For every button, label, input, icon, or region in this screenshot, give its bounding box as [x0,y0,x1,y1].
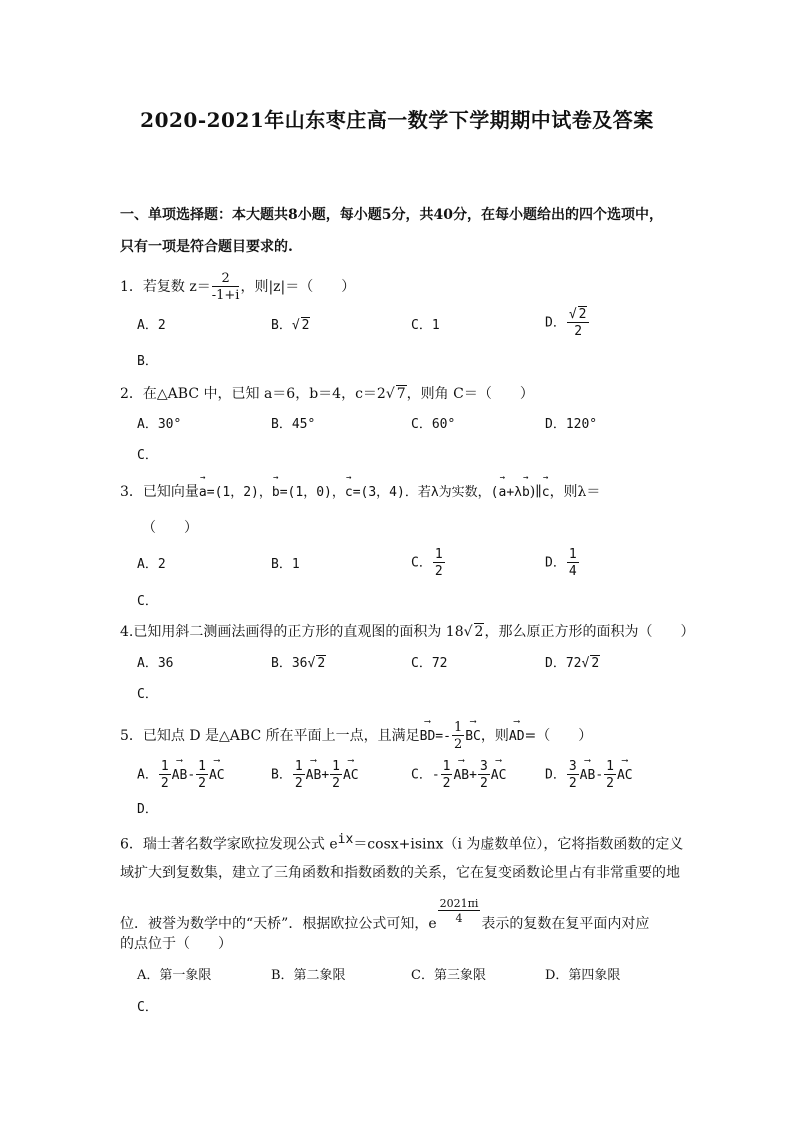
frac-num: 1 [332,759,340,774]
q4-text-pre: 4.已知用斜二测画法画得的正方形的直观图的面积为 18 [120,624,464,640]
vector-label: AB [305,767,322,783]
q4-option-b-label: B．36 [271,656,308,671]
question-4 [120,622,694,642]
option-label: B． [271,767,292,783]
q5-text-mid: ，则 [480,728,509,744]
frac-den: 2 [160,776,169,791]
q1-option-d [545,308,590,338]
q1-option-d-label: D． [545,315,566,331]
q5-option-c [411,755,507,791]
page-title: 2020-2021年山东枣庄高一数学下学期期中试卷及答案 [140,108,654,132]
q3-answer: C． [137,594,158,609]
option-label: A． [137,767,158,783]
vector-ac: ⟶ AC [342,755,359,783]
operator: + [321,767,330,783]
frac-num: 1 [198,759,206,774]
q1-frac-den: -1+i [211,288,240,303]
q1-option-b-radicand: 2 [301,318,310,333]
q4-option-c: C．72 [411,656,448,671]
vector-label: AC [616,767,633,783]
section-heading-line2: 只有一项是符合题目要求的. [120,239,293,255]
vector-b: → b [521,473,530,500]
q1-option-d-fraction [567,308,590,338]
q2-text-pre: 2．在△ABC 中，已知 a＝6，b＝4，c＝2 [120,386,386,402]
vector-bd: ⟶ BD [419,717,436,744]
operator: + [469,767,477,783]
q1-option-c: C．1 [411,318,440,333]
frac-num: 3 [479,759,488,774]
question-2 [120,384,534,404]
q6-exponent-fraction [438,898,481,924]
q6-line3-pre: 位．被誉为数学中的“天桥”．根据欧拉公式可知，e [120,916,437,932]
vector-c: → c [344,473,353,500]
q5-fraction [452,721,464,751]
q1-option-d-den: 2 [574,324,583,339]
q4-option-d-radicand: 2 [591,656,600,671]
q2-option-d: D．120° [545,417,598,432]
q5-eq: =- [435,729,451,744]
frac-den: 2 [442,776,451,791]
q4-text-post: ，那么原正方形的面积为（ ） [484,624,695,640]
q3-option-d-fraction [567,548,579,578]
frac-num: 1 [160,759,169,774]
q5-option-b [271,755,359,791]
q1-option-a: A．2 [137,318,166,333]
question-6-line-4: 的点位于（ ） [120,936,232,952]
frac-num: 2021πi [439,897,479,910]
frac [441,760,453,790]
q4-option-b-radicand: 2 [317,656,326,671]
q1-answer: B． [137,354,158,369]
q3-option-a: A．2 [137,557,166,572]
q2-option-b: B．45° [271,417,316,432]
vector-ab: ⟶ AB [453,755,470,783]
vector-b-label: b [271,485,280,500]
q2-answer: C． [137,448,158,463]
vector-label: AC [490,767,507,783]
q6-answer: C． [137,1000,158,1015]
q1-option-b [271,316,310,336]
frac-den: 4 [455,912,463,925]
question-3 [120,473,601,503]
vector-ab: ⟶ AB [579,755,596,783]
q3-line-2: （ ） [142,520,198,536]
question-6-line-3 [120,898,649,934]
vector-bc-label: BC [465,729,481,744]
sqrt-symbol: √ 2 [307,656,326,671]
vector-a-label: a [198,485,207,500]
sqrt-symbol: √ 7 [385,386,406,402]
frac-num: 1 [434,547,443,562]
q3-option-c-fraction [433,548,445,578]
vector-c: → c [541,473,550,500]
vector-a-label: a [498,485,507,500]
q4-radicand: 2 [474,624,484,640]
vector-ab: ⟶ AB [171,755,188,783]
q4-answer: C． [137,687,158,702]
vector-ac: ⟶ AC [208,755,225,783]
q4-option-b [271,654,326,674]
q3-text-6: )∥ [529,484,542,500]
q5-option-d [545,755,633,791]
q3-text-1: 3．已知向量 [120,484,199,500]
vector-label: AC [342,767,359,783]
frac-den: 2 [606,776,614,791]
q3-option-b: B．1 [271,557,300,572]
q1-option-b-label: B． [271,318,292,333]
q2-option-c: C．60° [411,417,456,432]
frac-den: 2 [198,776,206,791]
frac-num: 1 [606,759,614,774]
vector-a: → a [198,473,207,500]
q4-option-d-label: D．72 [545,656,582,671]
frac [567,760,579,790]
q5-text-pre: 5．已知点 D 是△ABC 所在平面上一点，且满足 [120,728,420,744]
frac-num: 1 [568,547,577,562]
q3-text-5: +λ [506,485,522,500]
q6-option-a: A．第一象限 [137,968,212,983]
q1-text-pre: 1．若复数 z＝ [120,279,211,295]
vector-ad: ⟶ AD [508,717,525,744]
vector-a: → a [498,473,507,500]
q3-option-d [545,548,580,578]
q1-text-post: ，则|z|＝（ ） [240,279,356,295]
option-label: D． [545,767,566,783]
q1-fraction [212,272,240,302]
q1-option-d-radicand: 2 [578,307,587,322]
frac [293,760,305,790]
vector-label: AC [208,767,225,783]
frac-den: 2 [332,776,340,791]
frac-num: 1 [294,759,303,774]
operator: - [595,767,604,783]
q3-option-c [411,548,446,578]
vector-ac: ⟶ AC [490,755,507,783]
frac-num: 1 [442,759,451,774]
q3-option-c-label: C． [411,555,432,571]
q3-option-d-label: D． [545,555,566,571]
frac-den: 2 [453,737,463,752]
vector-c-label: c [344,485,353,500]
q6-line1-post: ＝cosx+isinx（i 为虚数单位），它将指数函数的定义 [353,836,684,853]
vector-ac: ⟶ AC [616,755,633,783]
vector-label: AB [579,767,596,783]
vector-bd-label: BD [419,729,436,744]
operator: - [187,767,196,783]
frac [330,760,342,790]
q5-answer: D． [137,802,158,817]
section-heading-line1: 一、单项选择题：本大题共8小题，每小题5分，共40分，在每小题给出的四个选项中， [120,207,663,223]
frac-den: 4 [568,564,577,579]
q4-option-a: A．36 [137,656,174,671]
vector-label: AB [171,767,188,783]
vector-c-label: c [541,485,550,500]
q3-text-4: =(3，4)．若λ为实数，( [352,485,499,500]
q6-option-b: B．第二象限 [271,968,346,983]
vector-b: → b [271,473,280,500]
vector-bc: ⟶ BC [465,717,481,744]
sqrt-symbol: √ 2 [291,318,310,333]
question-6-line-2: 域扩大到复数集，建立了三角函数和指数函数的关系，它在复变函数论里占有非常重要的地 [120,865,680,881]
frac-num: 1 [453,720,463,735]
frac-den: 2 [479,776,488,791]
vector-ad-label: AD [508,729,525,744]
q6-option-c: C．第三象限 [411,968,486,983]
frac [196,760,208,790]
q2-text-post: ，则角 C＝（ ） [406,386,534,402]
q1-option-d-num: √ 2 [567,308,590,323]
question-6-line-1 [120,830,683,855]
frac-den: 2 [434,564,443,579]
q3-text-7: ，则λ＝ [549,484,601,500]
q4-option-d [545,654,600,674]
q6-line1-sup: ix [337,832,354,847]
q6-option-d: D．第四象限 [545,968,621,983]
q6-line1-pre: 6．瑞士著名数学家欧拉发现公式 e [120,836,338,853]
q5-text-post: =（ ） [524,728,593,744]
sqrt-symbol: √ 2 [581,656,600,671]
q1-frac-num: 2 [212,272,240,287]
frac-den: 2 [568,776,577,791]
q2-radicand: 7 [396,386,406,402]
vector-label: AB [453,767,470,783]
sqrt-symbol: √ 2 [463,624,484,640]
q3-text-3: =(1，0)， [279,485,345,500]
question-5 [120,717,593,752]
frac [159,760,171,790]
frac [604,760,616,790]
option-label: C．- [411,767,440,783]
q2-option-a: A．30° [137,417,182,432]
q3-text-2: =(1，2)， [206,485,272,500]
question-1 [120,272,355,302]
q6-line3-post: 表示的复数在复平面内对应 [481,916,650,932]
vector-b-label: b [521,485,530,500]
q5-option-a [137,755,225,791]
frac [478,760,490,790]
vector-ab: ⟶ AB [305,755,322,783]
frac-num: 3 [568,759,577,774]
frac-den: 2 [294,776,303,791]
